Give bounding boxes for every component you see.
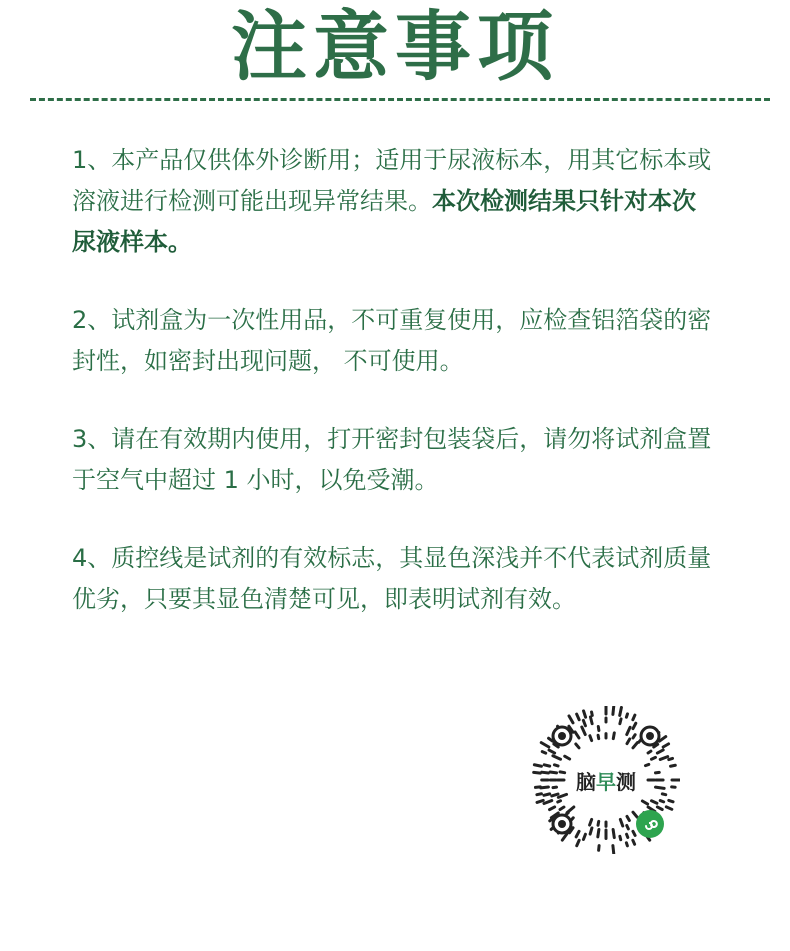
note-emphasis: 本次检测结果只针对本次尿液样本。 bbox=[72, 187, 696, 256]
note-item bbox=[72, 300, 712, 382]
mini-program-icon bbox=[636, 810, 664, 838]
dashed-divider bbox=[30, 98, 770, 101]
note-text: 1、本产品仅供体外诊断用；适用于尿液标本，用其它标本或溶液进行检测可能出现异常结果。 bbox=[72, 146, 712, 215]
qr-center-logo bbox=[568, 742, 644, 818]
page-title: 注意事项 bbox=[231, 2, 559, 91]
note-item bbox=[72, 419, 712, 501]
notes-list bbox=[72, 140, 712, 657]
note-text: 4、质控线是试剂的有效标志，其显色深浅并不代表试剂质量优劣，只要其显色清楚可见，即表明试剂有效。 bbox=[72, 544, 712, 613]
qr-logo-char: 测 bbox=[616, 769, 636, 794]
note-text: 2、试剂盒为一次性用品，不可重复使用，应检查铝箔袋的密封性，如密封出现问题， 不可使用。 bbox=[72, 306, 712, 375]
qr-logo-char: 脑 bbox=[576, 769, 596, 794]
note-item bbox=[72, 538, 712, 620]
note-item bbox=[72, 140, 712, 263]
qr-logo-char-highlight: 早 bbox=[596, 769, 616, 794]
mini-program-qr-code[interactable] bbox=[532, 706, 680, 854]
note-text: 3、请在有效期内使用，打开密封包装袋后，请勿将试剂盒置于空气中超过 1 小时，以免受潮。 bbox=[72, 425, 712, 494]
